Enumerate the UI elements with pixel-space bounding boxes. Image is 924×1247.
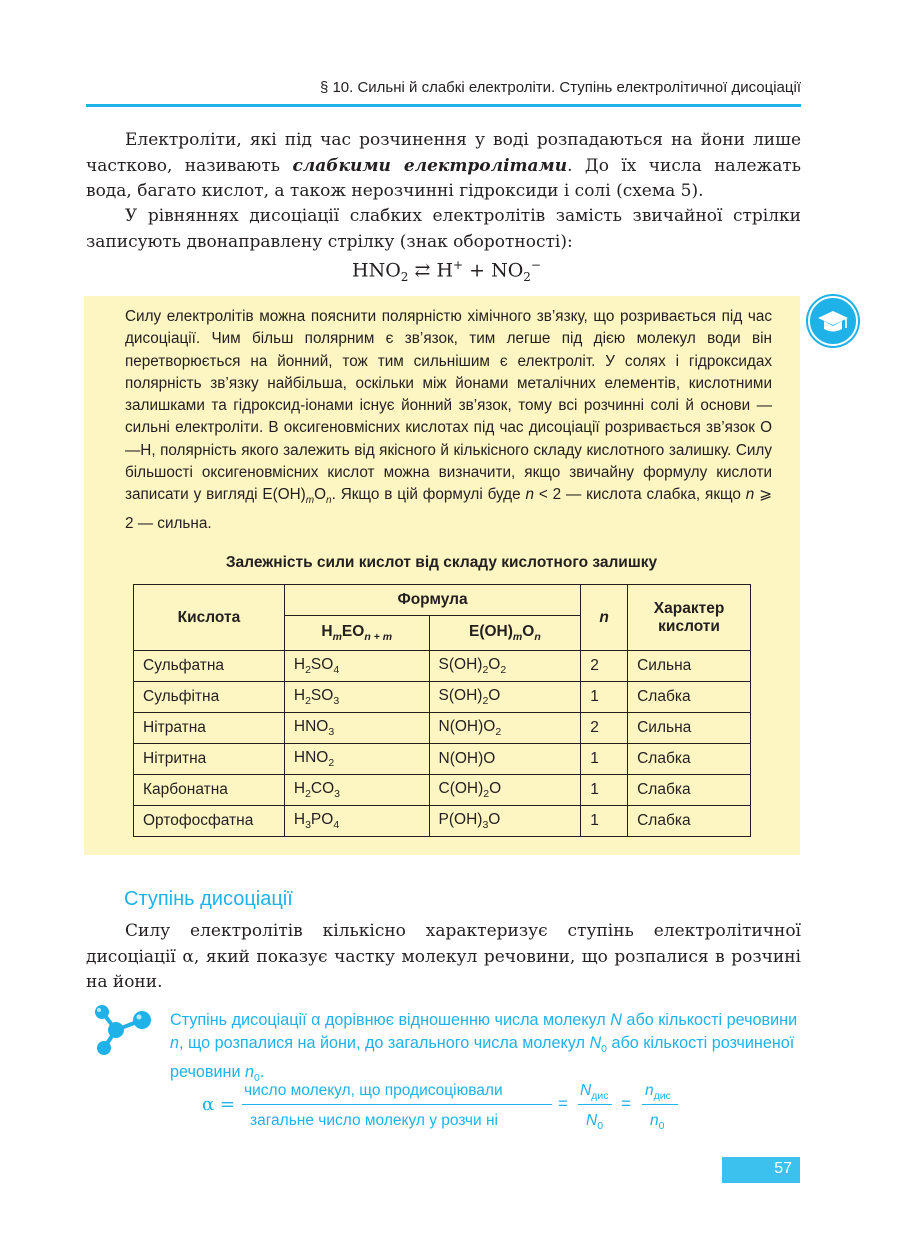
paragraph-text: Електроліти, які під час розчинення у воді розпадаються на йони лише частково, називають <box>86 130 801 176</box>
n-dis-numerator <box>580 1082 608 1102</box>
molecule-icon <box>90 1002 156 1060</box>
variable-n: n <box>645 1082 654 1099</box>
emphasis-term: слабкими електролітами <box>292 155 568 176</box>
info-text: ⩾ 2 — сильна. <box>125 486 772 532</box>
variable-N: N <box>580 1082 592 1099</box>
info-text: < 2 — кислота слабка, якщо <box>533 486 746 504</box>
subscript-dis: дис <box>653 1090 671 1103</box>
variable-N0: N <box>589 1034 602 1052</box>
acid-character-cell: Слабка <box>628 682 751 713</box>
header-sub: m <box>332 631 342 644</box>
header-sub: n + m <box>364 631 393 644</box>
header-formula: Формула <box>284 585 580 616</box>
table-row <box>134 806 751 837</box>
formula-cell: $H_2SO_4$ <box>284 651 429 682</box>
header-text: E(OH) <box>468 622 513 640</box>
reversible-arrow-icon: ⇄ <box>414 259 431 282</box>
equation-subscript: 2 <box>400 270 409 285</box>
paragraph-weak-electrolytes <box>86 128 801 205</box>
n-value-cell: 2 <box>581 713 628 744</box>
graduation-cap-icon <box>808 296 858 346</box>
page-number-box <box>722 1157 800 1183</box>
acid-character-cell: Слабка <box>628 775 751 806</box>
acid-name-cell: Ортофосфатна <box>134 806 285 837</box>
variable-n: n <box>525 486 534 504</box>
n-value-cell: 1 <box>581 806 628 837</box>
equation-charge: + <box>453 258 464 272</box>
equation-cation: H <box>436 259 454 282</box>
header-sub: n <box>534 631 541 644</box>
hydroxo-formula-cell: $C(OH)_2O$ <box>429 775 581 806</box>
n-value-cell: 1 <box>581 744 628 775</box>
equation-subscript: 2 <box>523 270 531 285</box>
subscript-n: n <box>326 495 332 507</box>
acid-name-cell: Карбонатна <box>134 775 285 806</box>
acid-name-cell: Нітритна <box>134 744 285 775</box>
header-formula-hydroxo <box>429 616 581 651</box>
subscript-zero: 0 <box>601 1043 607 1056</box>
subscript-dis: дис <box>591 1090 609 1103</box>
definition-part: . <box>259 1063 265 1082</box>
header-n <box>581 585 628 651</box>
acid-name-cell: Сульфітна <box>134 682 285 713</box>
section-heading: Ступінь дисоціації <box>124 888 293 910</box>
alpha-symbol: α = <box>202 1094 235 1115</box>
equation-anion: NO <box>491 259 524 282</box>
definition-part: , що розпалися на йони, до загального числа молекул <box>179 1034 590 1052</box>
fraction-line <box>242 1104 552 1105</box>
header-rule <box>86 104 801 107</box>
acid-character-cell: Слабка <box>628 744 751 775</box>
acid-character-cell: Слабка <box>628 806 751 837</box>
page-number: 57 <box>774 1160 792 1177</box>
subscript-zero: 0 <box>254 1072 260 1085</box>
alpha-formula <box>202 1080 702 1140</box>
header-formula-general <box>284 616 429 651</box>
header-text: H <box>321 622 333 640</box>
dissociation-equation <box>352 258 541 284</box>
header-text: O <box>522 622 535 640</box>
fraction-line <box>642 1104 678 1105</box>
paragraph-text: . До їх числа належать вода, багато кислот, а також нерозчинні гідроксиди і солі (схема 5). <box>86 155 801 201</box>
subscript-zero: 0 <box>658 1120 665 1133</box>
acid-character-cell: Сильна <box>628 713 751 744</box>
variable-n: n <box>745 486 755 504</box>
info-text: . Якщо в цій формулі буде <box>331 486 526 504</box>
paragraph-dissociation-degree: Силу електролітів кількісно характеризує ступінь електролітичної дисоціації α, який показує частку молекул речовини, що розпалися в розчині на йони. <box>86 921 801 992</box>
formula-cell: $H_2CO_3$ <box>284 775 429 806</box>
subscript-zero: 0 <box>597 1120 604 1133</box>
n-value-cell: 2 <box>581 651 628 682</box>
hydroxo-formula-cell: N(OH)O <box>429 744 581 775</box>
n-value-cell: 1 <box>581 682 628 713</box>
definition-text <box>170 1009 802 1090</box>
subscript-m: m <box>305 495 315 507</box>
definition-part: Ступінь дисоціації α дорівнює відношенню числа молекул <box>170 1011 611 1029</box>
hydroxo-formula-cell: $S(OH)_2O$ <box>429 682 581 713</box>
variable-N: N <box>586 1112 598 1129</box>
header-n-label: n <box>599 608 609 626</box>
hydroxo-formula-cell: $N(OH)O_2$ <box>429 713 581 744</box>
acid-name-cell: Нітратна <box>134 713 285 744</box>
equation-reactant: HNO <box>352 259 401 282</box>
info-box-text <box>125 306 772 535</box>
table-row <box>134 744 751 775</box>
variable-n: n <box>650 1112 659 1129</box>
running-head: § 10. Сильні й слабкі електроліти. Ступінь електролітичної дисоціації <box>319 79 801 96</box>
n-value-cell: 1 <box>581 775 628 806</box>
small-n0-denominator <box>650 1112 664 1132</box>
formula-numerator: число молекул, що продисоціювали <box>244 1082 503 1099</box>
fraction-line <box>578 1104 612 1105</box>
formula-cell: $HNO_2$ <box>284 744 429 775</box>
formula-denominator: загальне число молекул у розчи ні <box>250 1112 498 1129</box>
table-row <box>134 775 751 806</box>
table-row <box>134 651 751 682</box>
equation-charge: − <box>530 258 541 272</box>
equals-sign: = <box>621 1094 631 1113</box>
paragraph-reversibility: У рівняннях дисоціації слабких електролітів замість звичайної стрілки записують двонаправлену стрілку (знак оборотності): <box>86 206 801 252</box>
equals-sign: = <box>558 1094 568 1113</box>
hydroxo-formula-cell: $S(OH)_2O_2$ <box>429 651 581 682</box>
hydroxo-formula-cell: $P(OH)_3O$ <box>429 806 581 837</box>
header-text: EO <box>341 622 365 640</box>
table-title: Залежність сили кислот від складу кислотного залишку <box>225 554 658 571</box>
table-row <box>134 713 751 744</box>
acid-strength-table <box>133 584 751 837</box>
definition-part: або кількості розчиненої речовини <box>170 1034 795 1082</box>
table-body <box>134 651 751 837</box>
info-text: Силу електролітів можна пояснити полярністю хімічного зв’язку, що розривається під час дисоціації. Чим більш полярним є зв’язок, тим легше під дією молекул води він перетворюється на йонний, тож тим сильнішим є електроліт. У солях і гідроксидах полярність зв’язку найбільша, оскільки між йонами металічних елементів, кислотними залишками та гідроксид-іонами існує йонний зв’язок, тому всі розчинні солі й основи — сильні електроліти. В оксигеновмісних кислотах під час дисоціації розривається зв’язок O—H, полярність якого залежить від якісного й кількісного складу кислотного залишку. Силу більшості оксигеновмісних кислот можна визначити, якщо звичайну формулу кислоти записати у вигляді E(OH) <box>125 308 772 504</box>
small-n-dis-numerator <box>645 1082 671 1102</box>
acid-character-cell: Сильна <box>628 651 751 682</box>
header-acid: Кислота <box>134 585 285 651</box>
header-sub: m <box>512 631 523 644</box>
formula-cell: $HNO_3$ <box>284 713 429 744</box>
acid-name-cell: Сульфатна <box>134 651 285 682</box>
header-character: Характер кислоти <box>628 585 751 651</box>
table-row <box>134 682 751 713</box>
definition-part: або кількості речовини <box>621 1011 798 1029</box>
equation-plus: + <box>463 259 492 282</box>
variable-N: N <box>610 1011 622 1029</box>
variable-n0: n <box>245 1063 255 1082</box>
formula-cell: $H_2SO_3$ <box>284 682 429 713</box>
formula-cell: $H_3PO_4$ <box>284 806 429 837</box>
n0-denominator <box>586 1112 603 1132</box>
variable-n: n <box>170 1034 180 1052</box>
info-text: O <box>314 486 327 504</box>
